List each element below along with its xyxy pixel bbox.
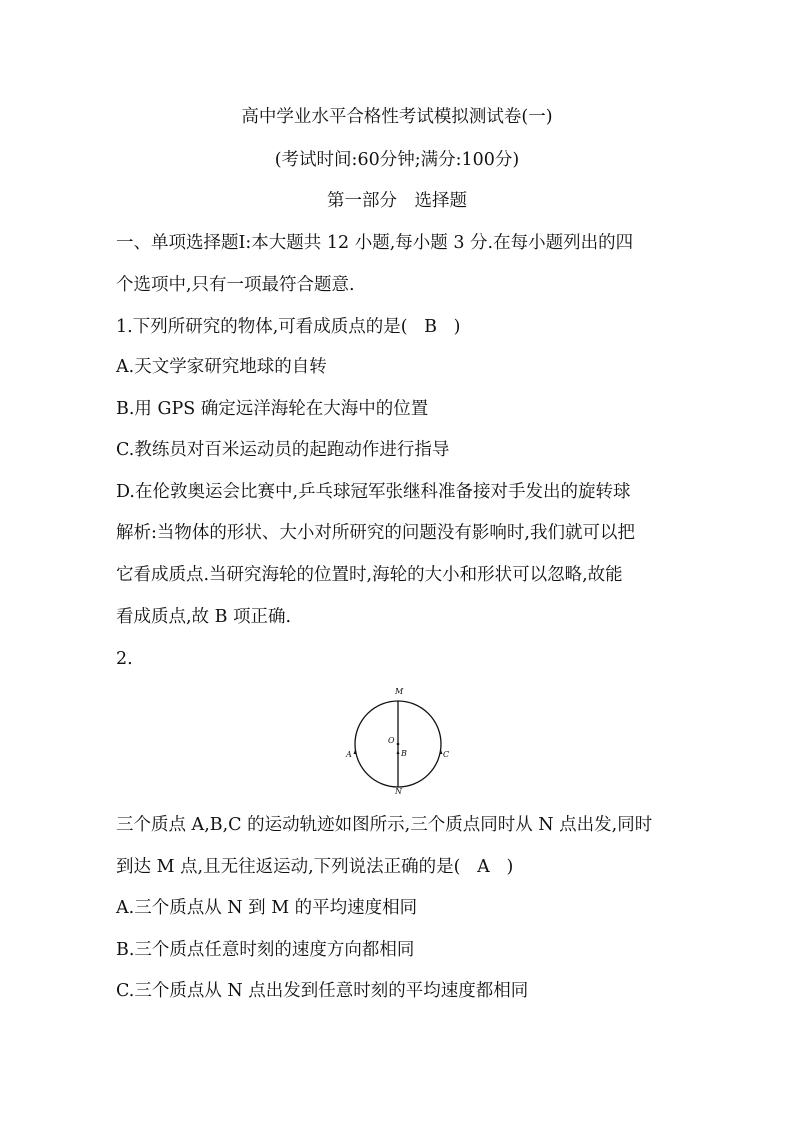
label-a: A: [346, 750, 352, 759]
exam-title: 高中学业水平合格性考试模拟测试卷(一): [241, 107, 553, 127]
q1-analysis-line1: 解析:当物体的形状、大小对所研究的问题没有影响时,我们就可以把: [116, 523, 635, 543]
section-instructions-line2: 个选项中,只有一项最符合题意.: [116, 275, 355, 295]
q1-analysis-line2: 它看成质点.当研究海轮的位置时,海轮的大小和形状可以忽略,故能: [116, 565, 623, 585]
label-o: O: [388, 736, 395, 745]
q2-stem-line2: [116, 855, 513, 879]
arrow-b-icon: [397, 750, 400, 754]
exam-subtitle: (考试时间:60分钟;满分:100分): [274, 150, 520, 170]
q1-option-b: B.用 GPS 确定远洋海轮在大海中的位置: [116, 399, 429, 419]
q2-stem-close: ): [506, 857, 514, 877]
q2-option-c: C.三个质点从 N 点出发到任意时刻的平均速度都相同: [116, 981, 529, 1001]
q1-option-a: A.天文学家研究地球的自转: [116, 357, 327, 377]
q1-option-d: D.在伦敦奥运会比赛中,乒乓球冠军张继科准备接对手发出的旋转球: [116, 482, 631, 502]
q2-number: 2.: [116, 649, 133, 669]
q1-analysis-line3: 看成质点,故 B 项正确.: [116, 607, 292, 627]
trajectory-figure: [340, 680, 450, 796]
q1-stem-text: 1.下列所研究的物体,可看成质点的是(: [116, 317, 408, 337]
q1-answer: B: [424, 317, 438, 337]
q2-option-a: A.三个质点从 N 到 M 的平均速度相同: [116, 898, 418, 918]
label-m: M: [395, 687, 404, 696]
q2-stem-line1: 三个质点 A,B,C 的运动轨迹如图所示,三个质点同时从 N 点出发,同时: [116, 815, 653, 835]
part-heading: 第一部分 选择题: [327, 191, 467, 211]
q2-answer: A: [477, 857, 490, 877]
label-c: C: [443, 750, 450, 759]
q1-stem-close: ): [453, 317, 461, 337]
label-b: B: [401, 749, 407, 758]
q1-option-c: C.教练员对百米运动员的起跑动作进行指导: [116, 440, 450, 460]
center-point: [397, 743, 400, 746]
section-instructions-line1: 一、单项选择题Ⅰ:本大题共 12 小题,每小题 3 分.在每小题列出的四: [116, 233, 634, 253]
q2-option-b: B.三个质点任意时刻的速度方向都相同: [116, 940, 415, 960]
q1-stem: [116, 315, 460, 339]
label-n: N: [395, 787, 402, 796]
q2-stem-text: 到达 M 点,且无往返运动,下列说法正确的是(: [116, 857, 461, 877]
